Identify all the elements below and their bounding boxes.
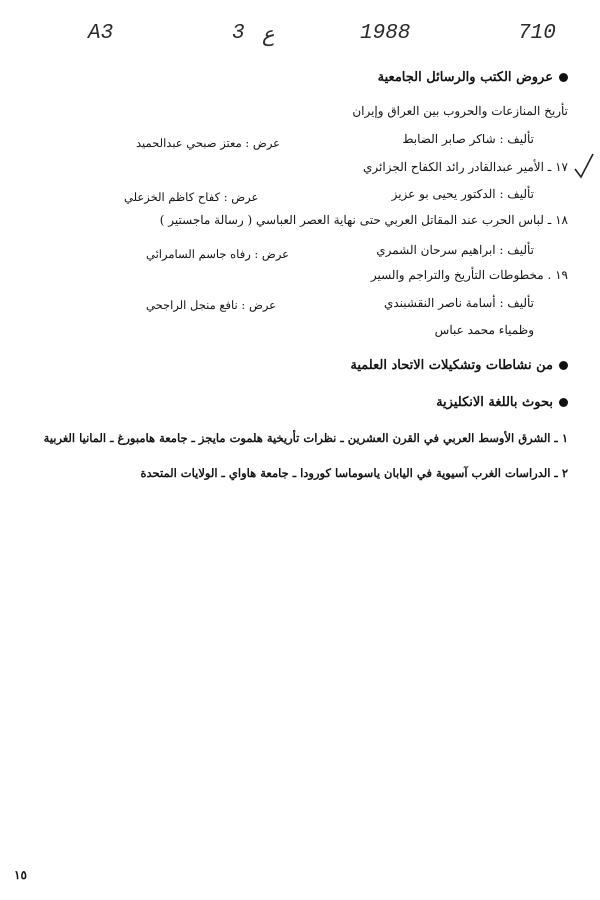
book-reviewer: عرض : رفاه جاسم السامرائي (146, 247, 290, 261)
book-reviewer: عرض : كفاح كاظم الخزعلي (124, 190, 259, 204)
book-author: تأليف : ابراهيم سرحان الشمري (376, 243, 534, 257)
page-number: ١٥ (14, 868, 27, 882)
book-title: ١٩ . مخطوطات التأريخ والتراجم والسير (370, 268, 568, 282)
handwritten-year: 1988 (360, 22, 411, 45)
research-item: ١ ـ الشرق الأوسط العربي في القرن العشرين ـ نظرات تأريخية هلموت مايجز ـ جامعة هامبورغ ـ المانيا الغربية (43, 431, 568, 445)
book-title: ١٧ ـ الأمير عبدالقادر رائد الكفاح الجزائري (363, 160, 568, 174)
book-author: تأليف : أسامة ناصر النقشبندي (383, 296, 534, 310)
bullet-icon (559, 73, 568, 82)
book-reviewer: عرض : معتز صبحي عبدالحميد (136, 136, 281, 150)
section-heading-books: عروض الكتب والرسائل الجامعية (378, 70, 568, 85)
handwritten-number: 3 (232, 22, 245, 45)
book-coauthor: وظمياء محمد عباس (434, 323, 534, 337)
handwritten-letter: ع (262, 25, 275, 48)
research-item: ٢ ـ الدراسات الغرب آسيوية في اليابان ياسوماسا كورودا ـ جامعة هاواي ـ الولايات المتحدة (140, 466, 568, 480)
bullet-icon (559, 361, 568, 370)
checkmark-icon (573, 152, 595, 180)
book-title: ١٨ ـ لباس الحرب عند المقاتل العربي حتى نهاية العصر العباسي ( رسالة ماجستير ) (159, 213, 568, 227)
handwritten-issue: 710 (518, 22, 556, 45)
handwritten-code: A3 (88, 22, 114, 45)
book-author: تأليف : شاكر صابر الضابط (402, 132, 534, 146)
section-heading-english: بحوث باللغة الانكليزية (436, 395, 568, 410)
book-reviewer: عرض : نافع منجل الراجحي (146, 298, 277, 312)
book-title: تأريخ المنازعات والحروب بين العراق وإيران (352, 104, 568, 118)
section-heading-activities: من نشاطات وتشكيلات الاتحاد العلمية (350, 358, 568, 373)
book-author: تأليف : الدكتور يحيى بو عزيز (391, 187, 534, 201)
bullet-icon (559, 398, 568, 407)
